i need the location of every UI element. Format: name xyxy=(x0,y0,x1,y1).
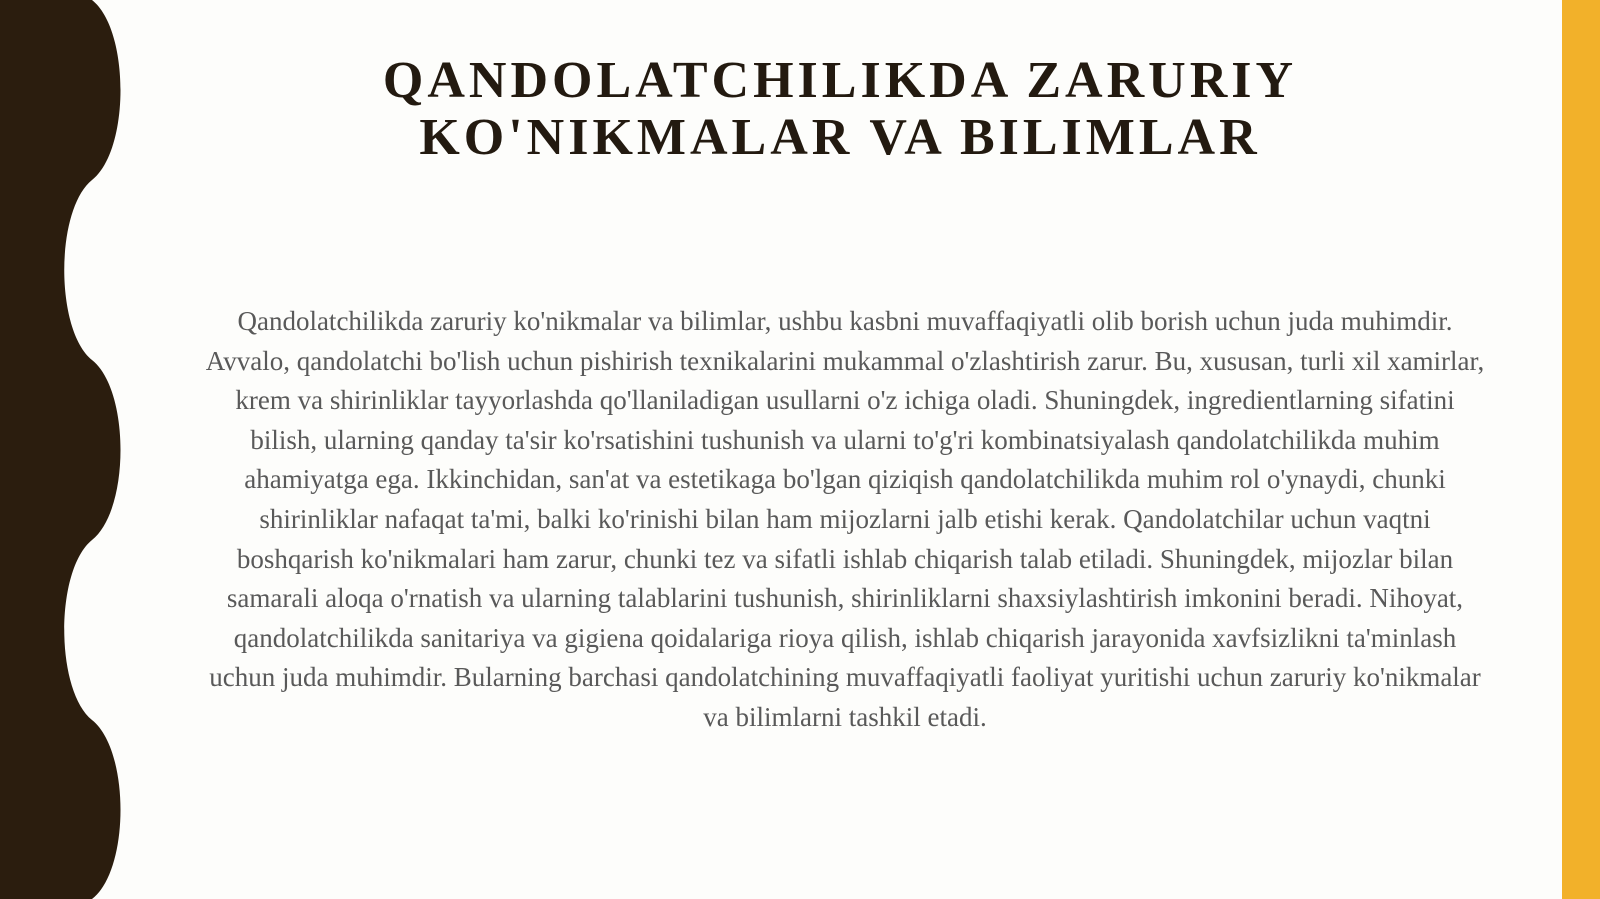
slide-body-text: Qandolatchilikda zaruriy ko'nikmalar va bilimlar, ushbu kasbni muvaffaqiyatli olib borish uchun juda muhimdir. Avvalo, qandolatchi bo'lish uchun pishirish texnikalarini mukammal o'zlashtirish zarur. Bu, xususan, turli xil xamirlar, krem va shirinliklar tayyorlashda qo'llaniladigan usullarni o'z ichiga oladi. Shuningdek, ingredientlarning sifatini bilish, ularning qanday ta'sir ko'rsatishini tushunish va ularni to'g'ri kombinatsiyalash qandolatchilikda muhim ahamiyatga ega. Ikkinchidan, san'at va estetikaga bo'lgan qiziqish qandolatchilikda muhim rol o'ynaydi, chunki shirinliklar nafaqat ta'mi, balki ko'rinishi bilan ham mijozlarni jalb etishi kerak. Qandolatchilar uchun vaqtni boshqarish ko'nikmalari ham zarur, chunki tez va sifatli ishlab chiqarish talab etiladi. Shuningdek, mijozlar bilan samarali aloqa o'rnatish va ularning talablarini tushunish, shirinliklarni shaxsiylashtirish imkonini beradi. Nihoyat, qandolatchilikda sanitariya va gigiena qoidalariga rioya qilish, ishlab chiqarish jarayonida xavfsizlikni ta'minlash uchun juda muhimdir. Bularning barchasi qandolatchining muvaffaqiyatli faoliyat yuritishi uchun zaruriy ko'nikmalar va bilimlarni tashkil etadi. xyxy=(205,306,1485,732)
title-line-1: QANDOLATCHILIKDA ZARURIY xyxy=(382,52,1298,109)
accent-stripe-decoration xyxy=(1562,0,1600,899)
wavy-band-shape xyxy=(0,0,121,899)
wavy-band-decoration xyxy=(0,0,130,899)
slide-title xyxy=(180,52,1500,166)
title-line-2: KO'NIKMALAR VA BILIMLAR xyxy=(419,109,1261,166)
